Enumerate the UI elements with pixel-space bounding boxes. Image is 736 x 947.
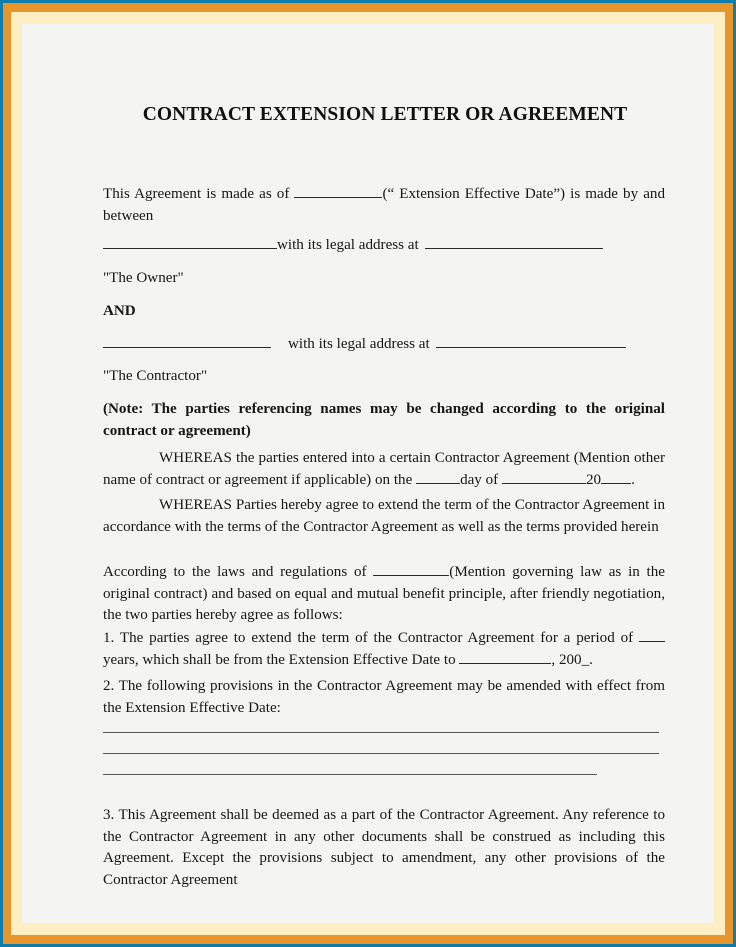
page-border-orange xyxy=(3,3,733,944)
conjunction-and: AND xyxy=(103,303,136,319)
clause-one-years-blank[interactable] xyxy=(639,629,665,642)
whereas-first-text-a: the parties entered into a certain Contractor Agreement (Mention other name of contract or agreement if applicable) on the xyxy=(103,450,665,488)
whereas-second-keyword: WHEREAS xyxy=(159,497,232,513)
document-page xyxy=(22,24,714,923)
owner-address-blank[interactable] xyxy=(425,236,603,249)
whereas-first-keyword: WHEREAS xyxy=(159,450,232,466)
writein-rule-1[interactable] xyxy=(103,732,659,733)
clause-one-paragraph xyxy=(103,628,665,671)
document-body xyxy=(103,24,665,923)
whereas-month-blank[interactable] xyxy=(502,470,586,483)
page-border-cream xyxy=(11,12,725,935)
owner-address-line xyxy=(103,235,665,257)
contractor-role-label: "The Contractor" xyxy=(103,368,208,384)
intro-paragraph xyxy=(103,184,665,227)
contractor-name-blank[interactable] xyxy=(103,335,271,348)
contractor-address-blank[interactable] xyxy=(436,335,626,348)
page-bottom-edge xyxy=(22,919,714,923)
whereas-second-paragraph xyxy=(103,495,665,538)
contractor-address-label: with its legal address at xyxy=(288,336,430,352)
writein-rule-2[interactable] xyxy=(103,753,659,754)
clause-three-paragraph: 3. This Agreement shall be deemed as a part of the Contractor Agreement. Any reference to the Contractor Agreement in any other documents shall be construed as including this Agreement. Except the provisions subject to amendment, any other provisions of the Contractor Agreement xyxy=(103,807,665,888)
effective-date-blank[interactable] xyxy=(294,185,382,198)
clause-one-text-b: years, which shall be from the Extension Effective Date to xyxy=(103,651,460,668)
whereas-first-text-b: day of xyxy=(460,471,502,488)
whereas-second-text: Parties hereby agree to extend the term of the Contractor Agreement in accordance with the terms of the Contractor Agreement as well as the terms provided herein xyxy=(103,497,665,535)
whereas-year-blank[interactable] xyxy=(601,470,631,483)
intro-text-before: This Agreement is made as of xyxy=(103,186,295,202)
whereas-first-paragraph xyxy=(103,448,665,491)
governing-law-paragraph xyxy=(103,562,665,627)
page-title: CONTRACT EXTENSION LETTER OR AGREEMENT xyxy=(142,104,628,125)
governing-law-blank[interactable] xyxy=(373,563,449,576)
writein-rule-3[interactable] xyxy=(103,774,597,775)
clause-two-paragraph: 2. The following provisions in the Contractor Agreement may be amended with effect from the Extension Effective Date: xyxy=(103,678,665,716)
owner-address-label: with its legal address at xyxy=(277,237,419,253)
whereas-first-text-d: . xyxy=(631,471,635,488)
whereas-first-text-c: 20 xyxy=(585,471,602,488)
clause-one-date-blank[interactable] xyxy=(459,650,551,663)
owner-role-label: "The Owner" xyxy=(103,270,184,286)
whereas-day-blank[interactable] xyxy=(416,470,460,483)
note-paragraph: (Note: The parties referencing names may be changed according to the original contract or agreement) xyxy=(103,401,665,439)
governing-law-text-a: According to the laws and regulations of xyxy=(103,564,374,580)
clause-one-text-c: , 200_. xyxy=(551,651,593,668)
governing-law-text-b: (Mention governing law as in the original contract) and based on equal and mutual benefit principle, after friendly negotiation, the two parties hereby agree as follows: xyxy=(103,564,666,623)
intro-text-after: (“ Extension Effective Date”) is made by and between xyxy=(103,186,666,224)
clause-one-text-a: 1. The parties agree to extend the term of the Contractor Agreement for a period of xyxy=(103,630,639,646)
owner-name-blank[interactable] xyxy=(103,236,277,249)
contractor-address-line xyxy=(103,334,665,356)
